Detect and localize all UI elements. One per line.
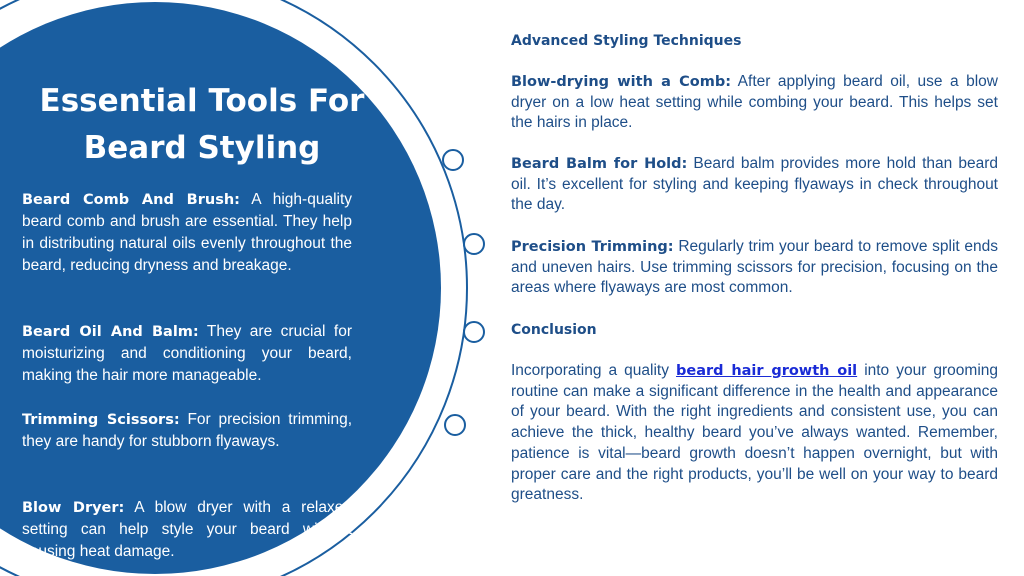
technique-blow-drying [511, 72, 998, 134]
section-heading: Advanced Styling Techniques [511, 33, 742, 49]
technique-label: Precision Trimming: [511, 239, 674, 255]
conclusion-text-before: Incorporating a quality [511, 362, 669, 379]
timeline-node-4 [445, 415, 465, 435]
conclusion-text-after: into your grooming routine can make a significant difference in the health and appearance of your beard. With the right ingredients and consistent use, you can achieve the thick, healthy beard you’ve always wanted. Remember, patience is vital—beard growth doesn’t happen overnight, but with proper care and the right products, you’ll be well on your way to beard greatness. [511, 362, 999, 504]
technique-text: Regularly trim your beard to remove split ends and uneven hairs. Use trimming scissors for precision, focusing on the areas where flyaways are most common. [511, 238, 999, 297]
tool-text: For precision trimming, they are handy for stubborn flyaways. [22, 411, 353, 450]
technique-text: After applying beard oil, use a blow dryer on a low heat setting while combing your beard. This helps set the hairs in place. [511, 73, 998, 132]
timeline-node-3 [464, 322, 484, 342]
tool-label: Beard Comb And Brush: [22, 192, 240, 208]
technique-beard-balm [511, 154, 998, 216]
tool-label: Blow Dryer: [22, 500, 125, 516]
tool-item-scissors [22, 409, 352, 453]
technique-label: Blow-drying with a Comb: [511, 74, 732, 90]
technique-precision-trimming [511, 237, 998, 299]
tool-text: A high-quality beard comb and brush are essential. They help in distributing natural oils evenly throughout the beard, reducing dryness and breakage. [22, 191, 353, 274]
tool-text: A blow dryer with a relaxed setting can help style your beard without causing heat damage. [22, 499, 352, 560]
tool-text: They are crucial for moisturizing and conditioning your beard, making the hair more manageable. [22, 323, 352, 384]
left-panel [0, 0, 380, 576]
tool-label: Trimming Scissors: [22, 412, 180, 428]
title-line-1: Essential Tools For [39, 83, 365, 119]
timeline-node-2 [464, 234, 484, 254]
tool-item-comb [22, 189, 352, 277]
timeline-node-1 [443, 150, 463, 170]
right-panel [511, 0, 998, 576]
conclusion-heading: Conclusion [511, 322, 597, 338]
title-line-2: Beard Styling [83, 130, 321, 166]
conclusion-paragraph [511, 361, 998, 506]
tool-item-dryer [22, 497, 352, 563]
beard-oil-link[interactable]: beard hair growth oil [676, 363, 858, 379]
technique-text: Beard balm provides more hold than beard oil. It’s excellent for styling and keeping flyaways in check throughout the day. [511, 155, 998, 214]
tool-item-oil [22, 321, 352, 387]
technique-label: Beard Balm for Hold: [511, 156, 688, 172]
page-title [22, 78, 382, 172]
tool-label: Beard Oil And Balm: [22, 324, 199, 340]
